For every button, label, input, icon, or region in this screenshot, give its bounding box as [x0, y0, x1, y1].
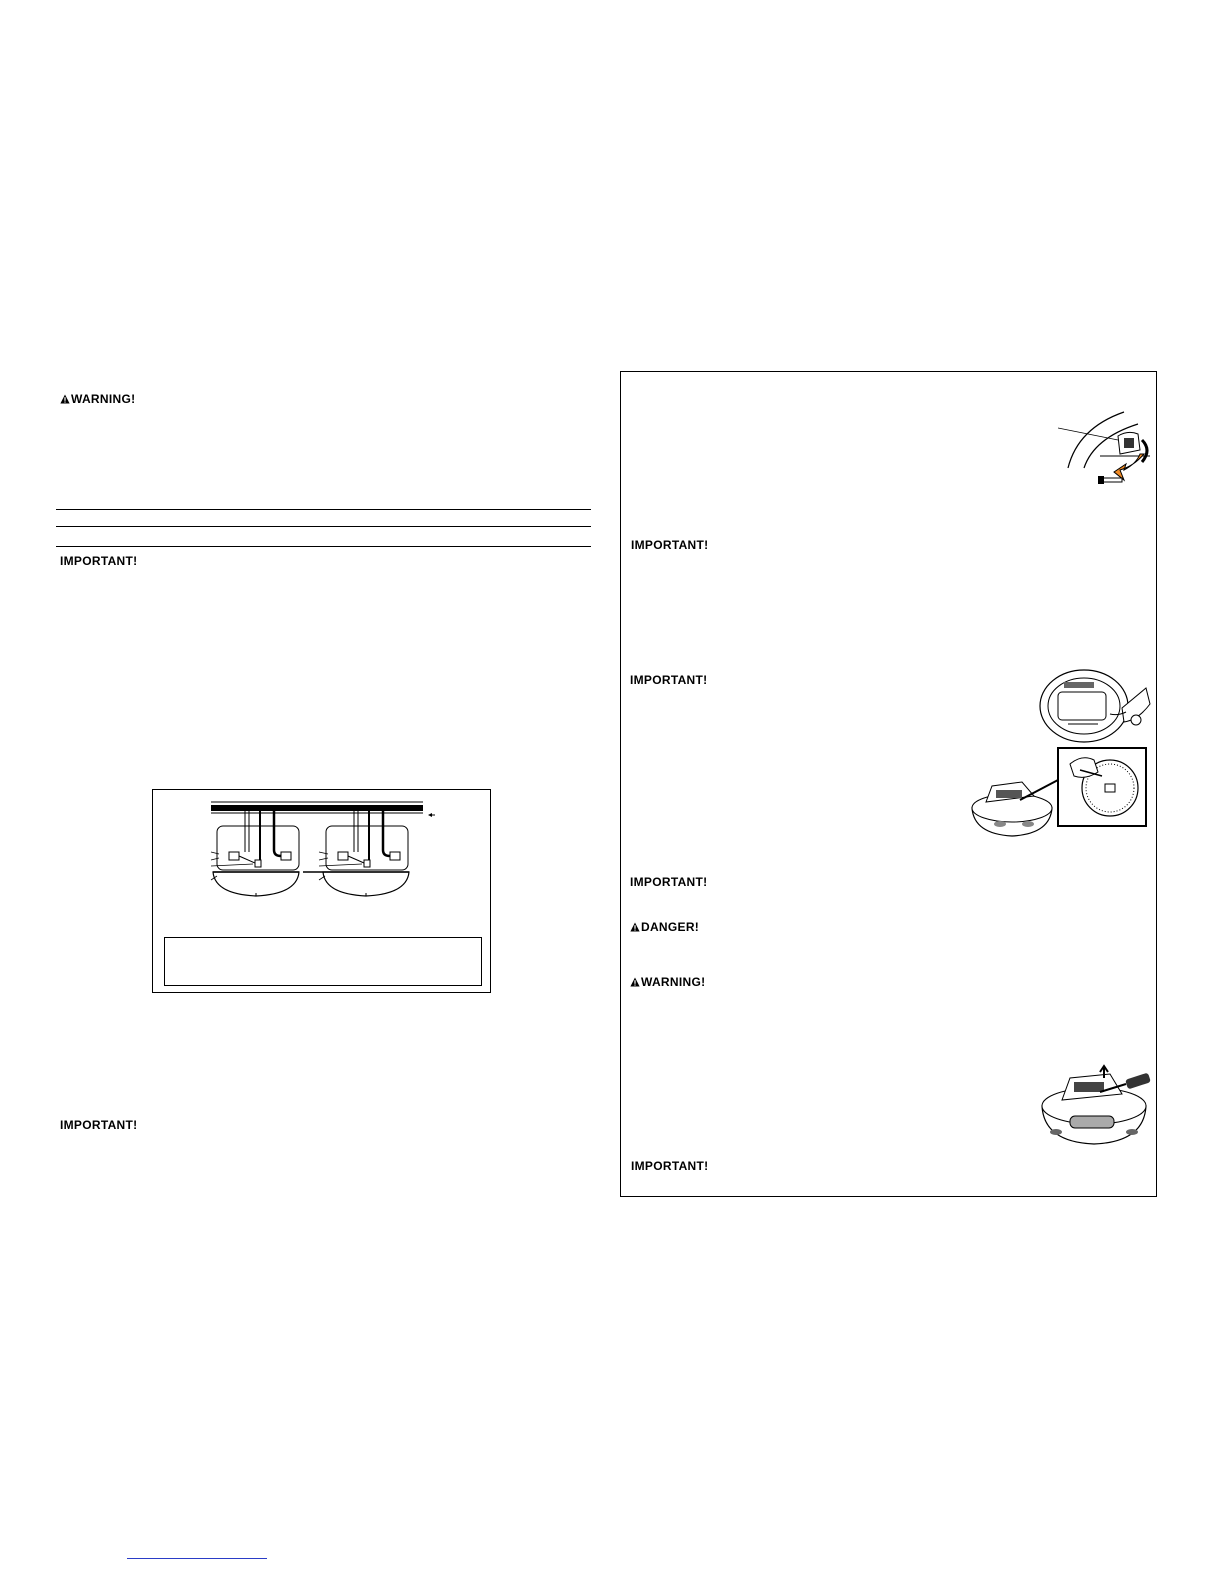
detector-unit-1: [211, 810, 299, 896]
detector-unit-2: [303, 810, 409, 896]
warning-heading-right: [630, 975, 705, 989]
detector-front-illustration: [1038, 668, 1152, 746]
important-heading-left-2: IMPORTANT!: [60, 1118, 138, 1132]
detector-screwdriver-illustration: [1040, 1064, 1154, 1146]
danger-heading-text: DANGER!: [641, 920, 700, 934]
danger-heading-right: [630, 920, 699, 934]
warning-triangle-icon: [630, 922, 640, 932]
warning-triangle-icon: [630, 977, 640, 987]
footer-link-underline[interactable]: [127, 1558, 267, 1559]
warning-heading-text: WARNING!: [641, 975, 706, 989]
warning-triangle-icon: [60, 394, 70, 404]
important-heading-right-4: IMPORTANT!: [631, 1159, 709, 1173]
battery-door-illustration: [1058, 410, 1154, 492]
divider-rule-1: [56, 509, 591, 510]
diagram-caption-box: [164, 937, 482, 986]
battery-install-illustration: [970, 746, 1150, 842]
divider-rule-3: [56, 546, 591, 547]
warning-heading-text: WARNING!: [71, 392, 136, 406]
important-heading-right-3: IMPORTANT!: [630, 875, 708, 889]
wiring-diagram-figure: [152, 789, 491, 993]
important-heading-left-1: IMPORTANT!: [60, 554, 138, 568]
warning-heading-left: [60, 392, 135, 406]
important-heading-right-1: IMPORTANT!: [631, 538, 709, 552]
divider-rule-2: [56, 526, 591, 527]
important-heading-right-2: IMPORTANT!: [630, 673, 708, 687]
